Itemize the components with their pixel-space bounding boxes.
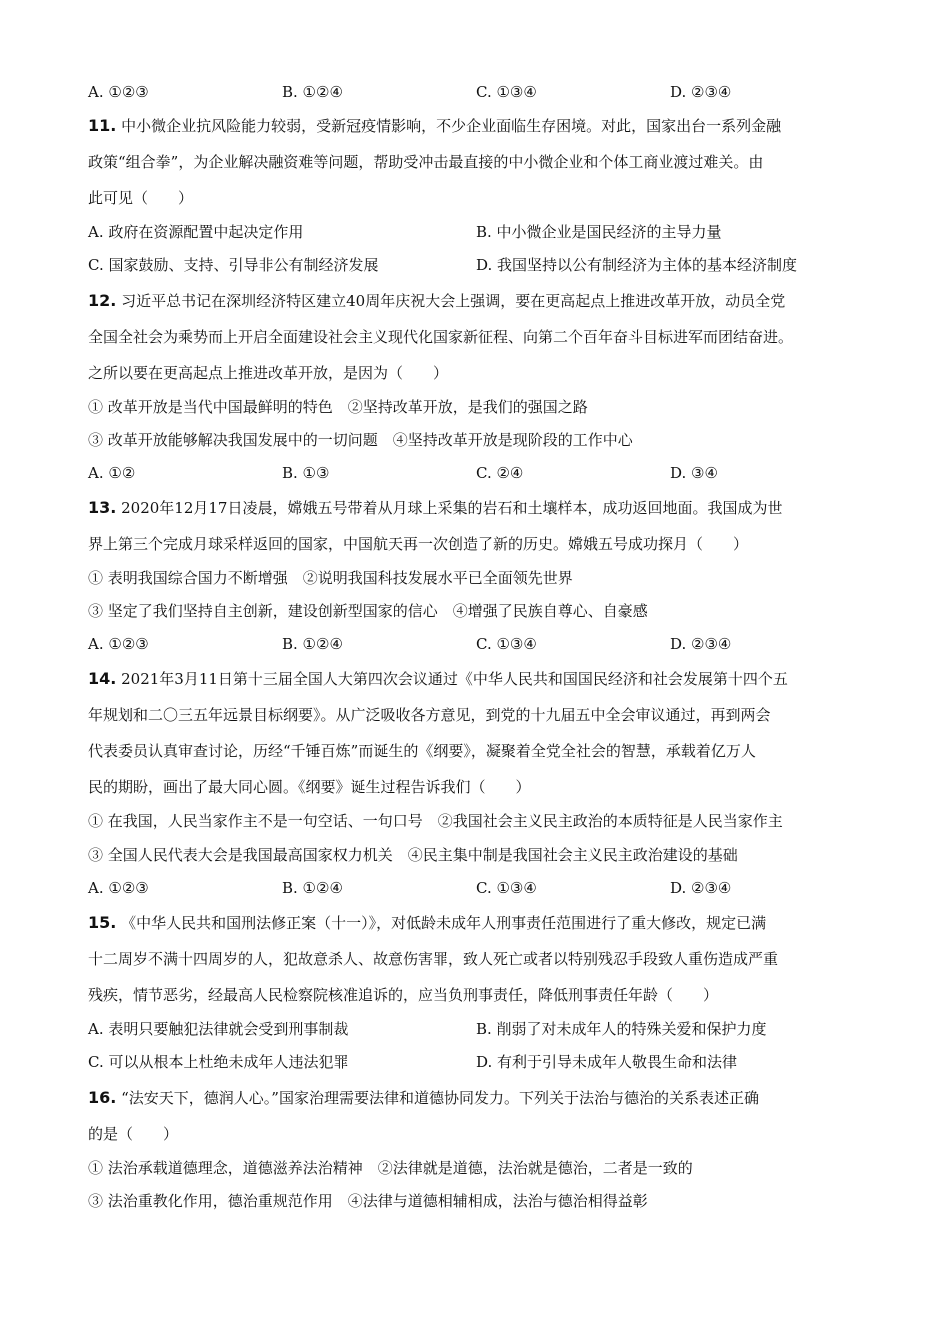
q12-number: 12.	[88, 291, 117, 310]
q15-option-d: D. 有利于引导未成年人敬畏生命和法律	[476, 1053, 738, 1071]
q10-option-d: D. ②③④	[670, 83, 732, 101]
q12-stem-line-1	[88, 290, 785, 312]
q14-option-b: B. ①②④	[282, 879, 343, 897]
q15-stem-line-2: 十二周岁不满十四周岁的人，犯故意杀人、故意伤害罪，致人死亡或者以特别残忍手段致人重伤造成严重	[88, 950, 779, 968]
q14-stem-line-4: 民的期盼，画出了最大同心圆。《纲要》诞生过程告诉我们（ ）	[88, 778, 531, 796]
q11-number: 11.	[88, 116, 117, 135]
q15-option-b: B. 削弱了对未成年人的特殊关爱和保护力度	[476, 1020, 767, 1038]
q16-stem-line-1	[88, 1087, 759, 1109]
q13-stem-text-1: 2020年12月17日凌晨，嫦娥五号带着从月球上采集的岩石和土壤样本，成功返回地面。我国成为世	[121, 499, 783, 517]
q16-statement-line-2: ③ 法治重教化作用，德治重规范作用 ④法律与道德相辅相成，法治与德治相得益彰	[88, 1192, 648, 1210]
q12-statement-line-2: ③ 改革开放能够解决我国发展中的一切问题 ④坚持改革开放是现阶段的工作中心	[88, 431, 633, 449]
q12-option-d: D. ③④	[670, 464, 718, 482]
q11-option-b: B. 中小微企业是国民经济的主导力量	[476, 223, 722, 241]
q15-stem-line-1	[88, 912, 766, 934]
q12-statement-line-1: ① 改革开放是当代中国最鲜明的特色 ②坚持改革开放，是我们的强国之路	[88, 398, 588, 416]
q13-option-d: D. ②③④	[670, 635, 732, 653]
q14-statement-line-1: ① 在我国，人民当家作主不是一句空话、一句口号 ②我国社会主义民主政治的本质特征是人民当家作主	[88, 812, 783, 830]
q12-stem-text-1: 习近平总书记在深圳经济特区建立40周年庆祝大会上强调，要在更高起点上推进改革开放，动员全党	[121, 292, 786, 310]
q16-stem-text-1: “法安天下，德润人心。”国家治理需要法律和道德协同发力。下列关于法治与德治的关系表述正确	[121, 1089, 759, 1107]
q12-stem-line-3: 之所以要在更高起点上推进改革开放，是因为（ ）	[88, 364, 449, 382]
q14-option-c: C. ①③④	[476, 879, 537, 897]
q16-stem-line-2: 的是（ ）	[88, 1125, 179, 1143]
q15-number: 15.	[88, 913, 117, 932]
q11-stem-text-1: 中小微企业抗风险能力较弱，受新冠疫情影响，不少企业面临生存困境。对此，国家出台一系列金融	[121, 117, 782, 135]
q14-statement-line-2: ③ 全国人民代表大会是我国最高国家权力机关 ④民主集中制是我国社会主义民主政治建设的基础	[88, 846, 738, 864]
q10-option-b: B. ①②④	[282, 83, 343, 101]
q13-statement-line-1: ① 表明我国综合国力不断增强 ②说明我国科技发展水平已全面领先世界	[88, 569, 573, 587]
q14-stem-line-2: 年规划和二〇三五年远景目标纲要》。从广泛吸收各方意见，到党的十九届五中全会审议通过，再到两会	[88, 706, 771, 724]
q15-stem-text-1: 《中华人民共和国刑法修正案（十一）》，对低龄未成年人刑事责任范围进行了重大修改，规定已满	[121, 914, 767, 932]
q13-statement-line-2: ③ 坚定了我们坚持自主创新，建设创新型国家的信心 ④增强了民族自尊心、自豪感	[88, 602, 648, 620]
q13-number: 13.	[88, 498, 117, 517]
q15-stem-line-3: 残疾，情节恶劣，经最高人民检察院核准追诉的，应当负刑事责任，降低刑事责任年龄（ ）	[88, 986, 719, 1004]
q12-option-a: A. ①②	[88, 464, 136, 482]
q14-option-a: A. ①②③	[88, 879, 149, 897]
q11-stem-line-3: 此可见（ ）	[88, 189, 194, 207]
q11-option-c: C. 国家鼓励、支持、引导非公有制经济发展	[88, 256, 379, 274]
q13-option-c: C. ①③④	[476, 635, 537, 653]
q16-number: 16.	[88, 1088, 117, 1107]
q13-option-a: A. ①②③	[88, 635, 149, 653]
q13-option-b: B. ①②④	[282, 635, 343, 653]
q13-stem-line-2: 界上第三个完成月球采样返回的国家，中国航天再一次创造了新的历史。嫦娥五号成功探月（ ）	[88, 535, 749, 553]
q15-option-a: A. 表明只要触犯法律就会受到刑事制裁	[88, 1020, 349, 1038]
q13-stem-line-1	[88, 497, 782, 519]
q14-number: 14.	[88, 669, 117, 688]
q14-option-d: D. ②③④	[670, 879, 732, 897]
q14-stem-text-1: 2021年3月11日第十三届全国人大第四次会议通过《中华人民共和国国民经济和社会发展第十四个五	[121, 670, 788, 688]
q10-option-a: A. ①②③	[88, 83, 149, 101]
q11-stem-line-1	[88, 115, 781, 137]
q11-option-a: A. 政府在资源配置中起决定作用	[88, 223, 304, 241]
q12-option-b: B. ①③	[282, 464, 330, 482]
q12-option-c: C. ②④	[476, 464, 524, 482]
q12-stem-line-2: 全国全社会为乘势而上开启全面建设社会主义现代化国家新征程、向第二个百年奋斗目标进军而团结奋进。	[88, 328, 794, 346]
q15-option-c: C. 可以从根本上杜绝未成年人违法犯罪	[88, 1053, 349, 1071]
q10-option-c: C. ①③④	[476, 83, 537, 101]
q16-statement-line-1: ① 法治承载道德理念，道德滋养法治精神 ②法律就是道德，法治就是德治，二者是一致的	[88, 1159, 693, 1177]
q11-stem-line-2: 政策“组合拳”，为企业解决融资难等问题，帮助受冲击最直接的中小微企业和个体工商业渡过难关。由	[88, 153, 764, 171]
q14-stem-line-3: 代表委员认真审查讨论，历经“千锤百炼”而诞生的《纲要》，凝聚着全党全社会的智慧，承载着亿万人	[88, 742, 756, 760]
q11-option-d: D. 我国坚持以公有制经济为主体的基本经济制度	[476, 256, 798, 274]
q14-stem-line-1	[88, 668, 788, 690]
